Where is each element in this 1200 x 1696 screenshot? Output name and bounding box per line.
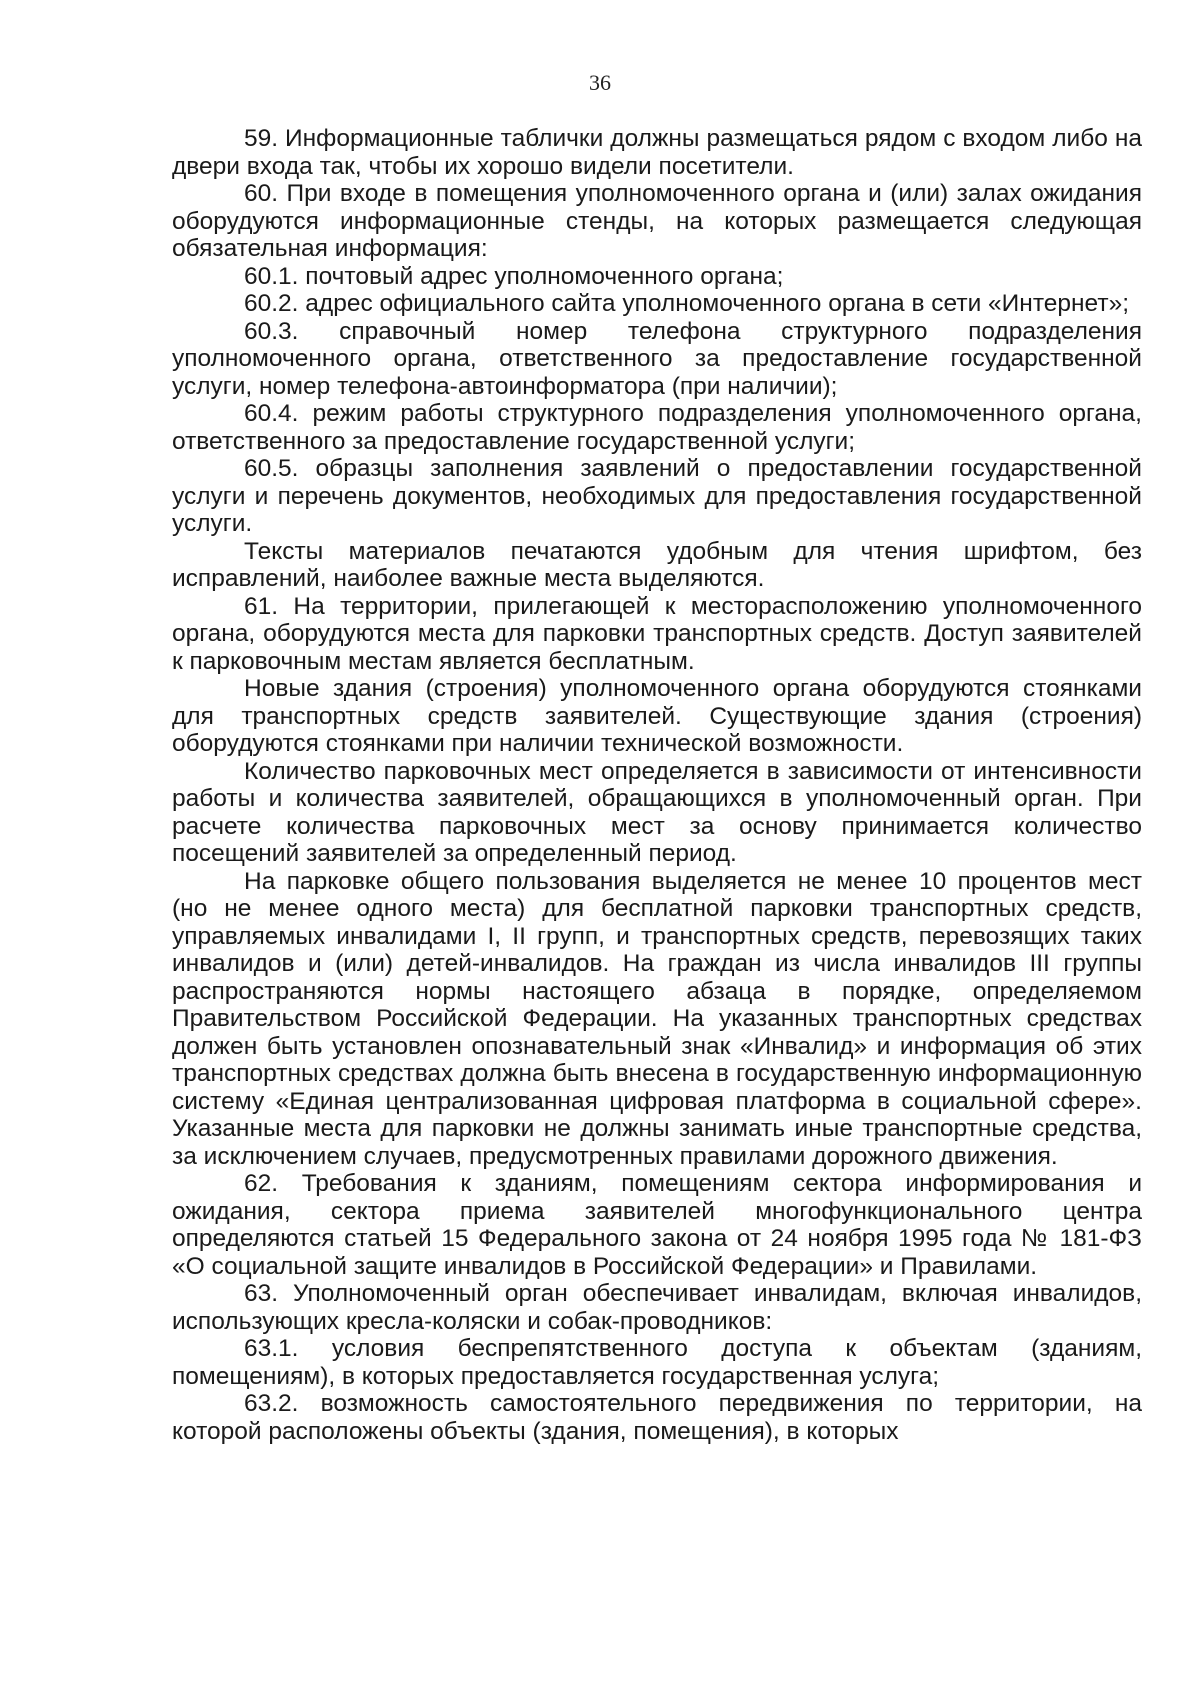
paragraph-62: 62. Требования к зданиям, помещениям сектора информирования и ожидания, сектора приема заявителей многофункционального центра определяются статьей 15 Федерального закона от 24 ноября 1995 года № 181-ФЗ «О социальной защите инвалидов в Российской Федерации» и Правилами. xyxy=(172,1170,1142,1280)
paragraph-new-buildings: Новые здания (строения) уполномоченного органа оборудуются стоянками для транспортных средств заявителей. Существующие здания (строения) оборудуются стоянками при наличии технической возможности. xyxy=(172,675,1142,757)
paragraph-60-2: 60.2. адрес официального сайта уполномоченного органа в сети «Интернет»; xyxy=(244,290,1130,317)
paragraph-texts-note: Тексты материалов печатаются удобным для чтения шрифтом, без исправлений, наиболее важные места выделяются. xyxy=(172,537,1142,592)
paragraph-60-1: 60.1. почтовый адрес уполномоченного органа; xyxy=(244,262,784,290)
paragraph-60-4: 60.4. режим работы структурного подразделения уполномоченного органа, ответственного за предоставление государственной услуги; xyxy=(172,400,1142,455)
paragraph-parking-count: Количество парковочных мест определяется в зависимости от интенсивности работы и количества заявителей, обращающихся в уполномоченный орган. При расчете количества парковочных мест за основу принимается количество посещений заявителей за определенный период. xyxy=(172,757,1142,867)
paragraph-60-3: 60.3. справочный номер телефона структурного подразделения уполномоченного органа, ответственного за предоставление государственной услуги, номер телефона-автоинформатора (при наличии); xyxy=(172,317,1142,400)
paragraph-63-1: 63.1. условия беспрепятственного доступа к объектам (зданиям, помещениям), в которых предоставляется государственная услуга; xyxy=(172,1335,1142,1390)
paragraph-60: 60. При входе в помещения уполномоченного органа и (или) залах ожидания оборудуются информационные стенды, на которых размещается следующая обязательная информация: xyxy=(172,180,1142,262)
paragraph-63-2: 63.2. возможность самостоятельного передвижения по территории, на которой расположены объекты (здания, помещения), в которых xyxy=(172,1390,1142,1445)
paragraph-61: 61. На территории, прилегающей к месторасположению уполномоченного органа, оборудуются места для парковки транспортных средств. Доступ заявителей к парковочным местам является бесплатным. xyxy=(172,592,1142,675)
paragraph-60-5: 60.5. образцы заполнения заявлений о предоставлении государственной услуги и перечень документов, необходимых для предоставления государственной услуги. xyxy=(172,455,1142,537)
paragraph-disabled-parking: На парковке общего пользования выделяется не менее 10 процентов мест (но не менее одного места) для бесплатной парковки транспортных средств, управляемых инвалидами I, II групп, и транспортных средств, перевозящих таких инвалидов и (или) детей-инвалидов. На граждан из числа инвалидов III группы распространяются нормы настоящего абзаца в порядке, определяемом Правительством Российской Федерации. На указанных транспортных средствах должен быть установлен опознавательный знак «Инвалид» и информация об этих транспортных средствах должна быть внесена в государственную информационную систему «Единая централизованная цифровая платформа в социальной сфере». Указанные места для парковки не должны занимать иные транспортные средства, за исключением случаев, предусмотренных правилами дорожного движения. xyxy=(172,867,1142,1170)
paragraph-59: 59. Информационные таблички должны размещаться рядом с входом либо на двери входа так, чтобы их хорошо видели посетители. xyxy=(172,125,1142,180)
paragraph-63: 63. Уполномоченный орган обеспечивает инвалидам, включая инвалидов, использующих кресла-коляски и собак-проводников: xyxy=(172,1280,1142,1335)
page-number: 36 xyxy=(589,70,611,95)
document-body xyxy=(172,125,1142,1445)
